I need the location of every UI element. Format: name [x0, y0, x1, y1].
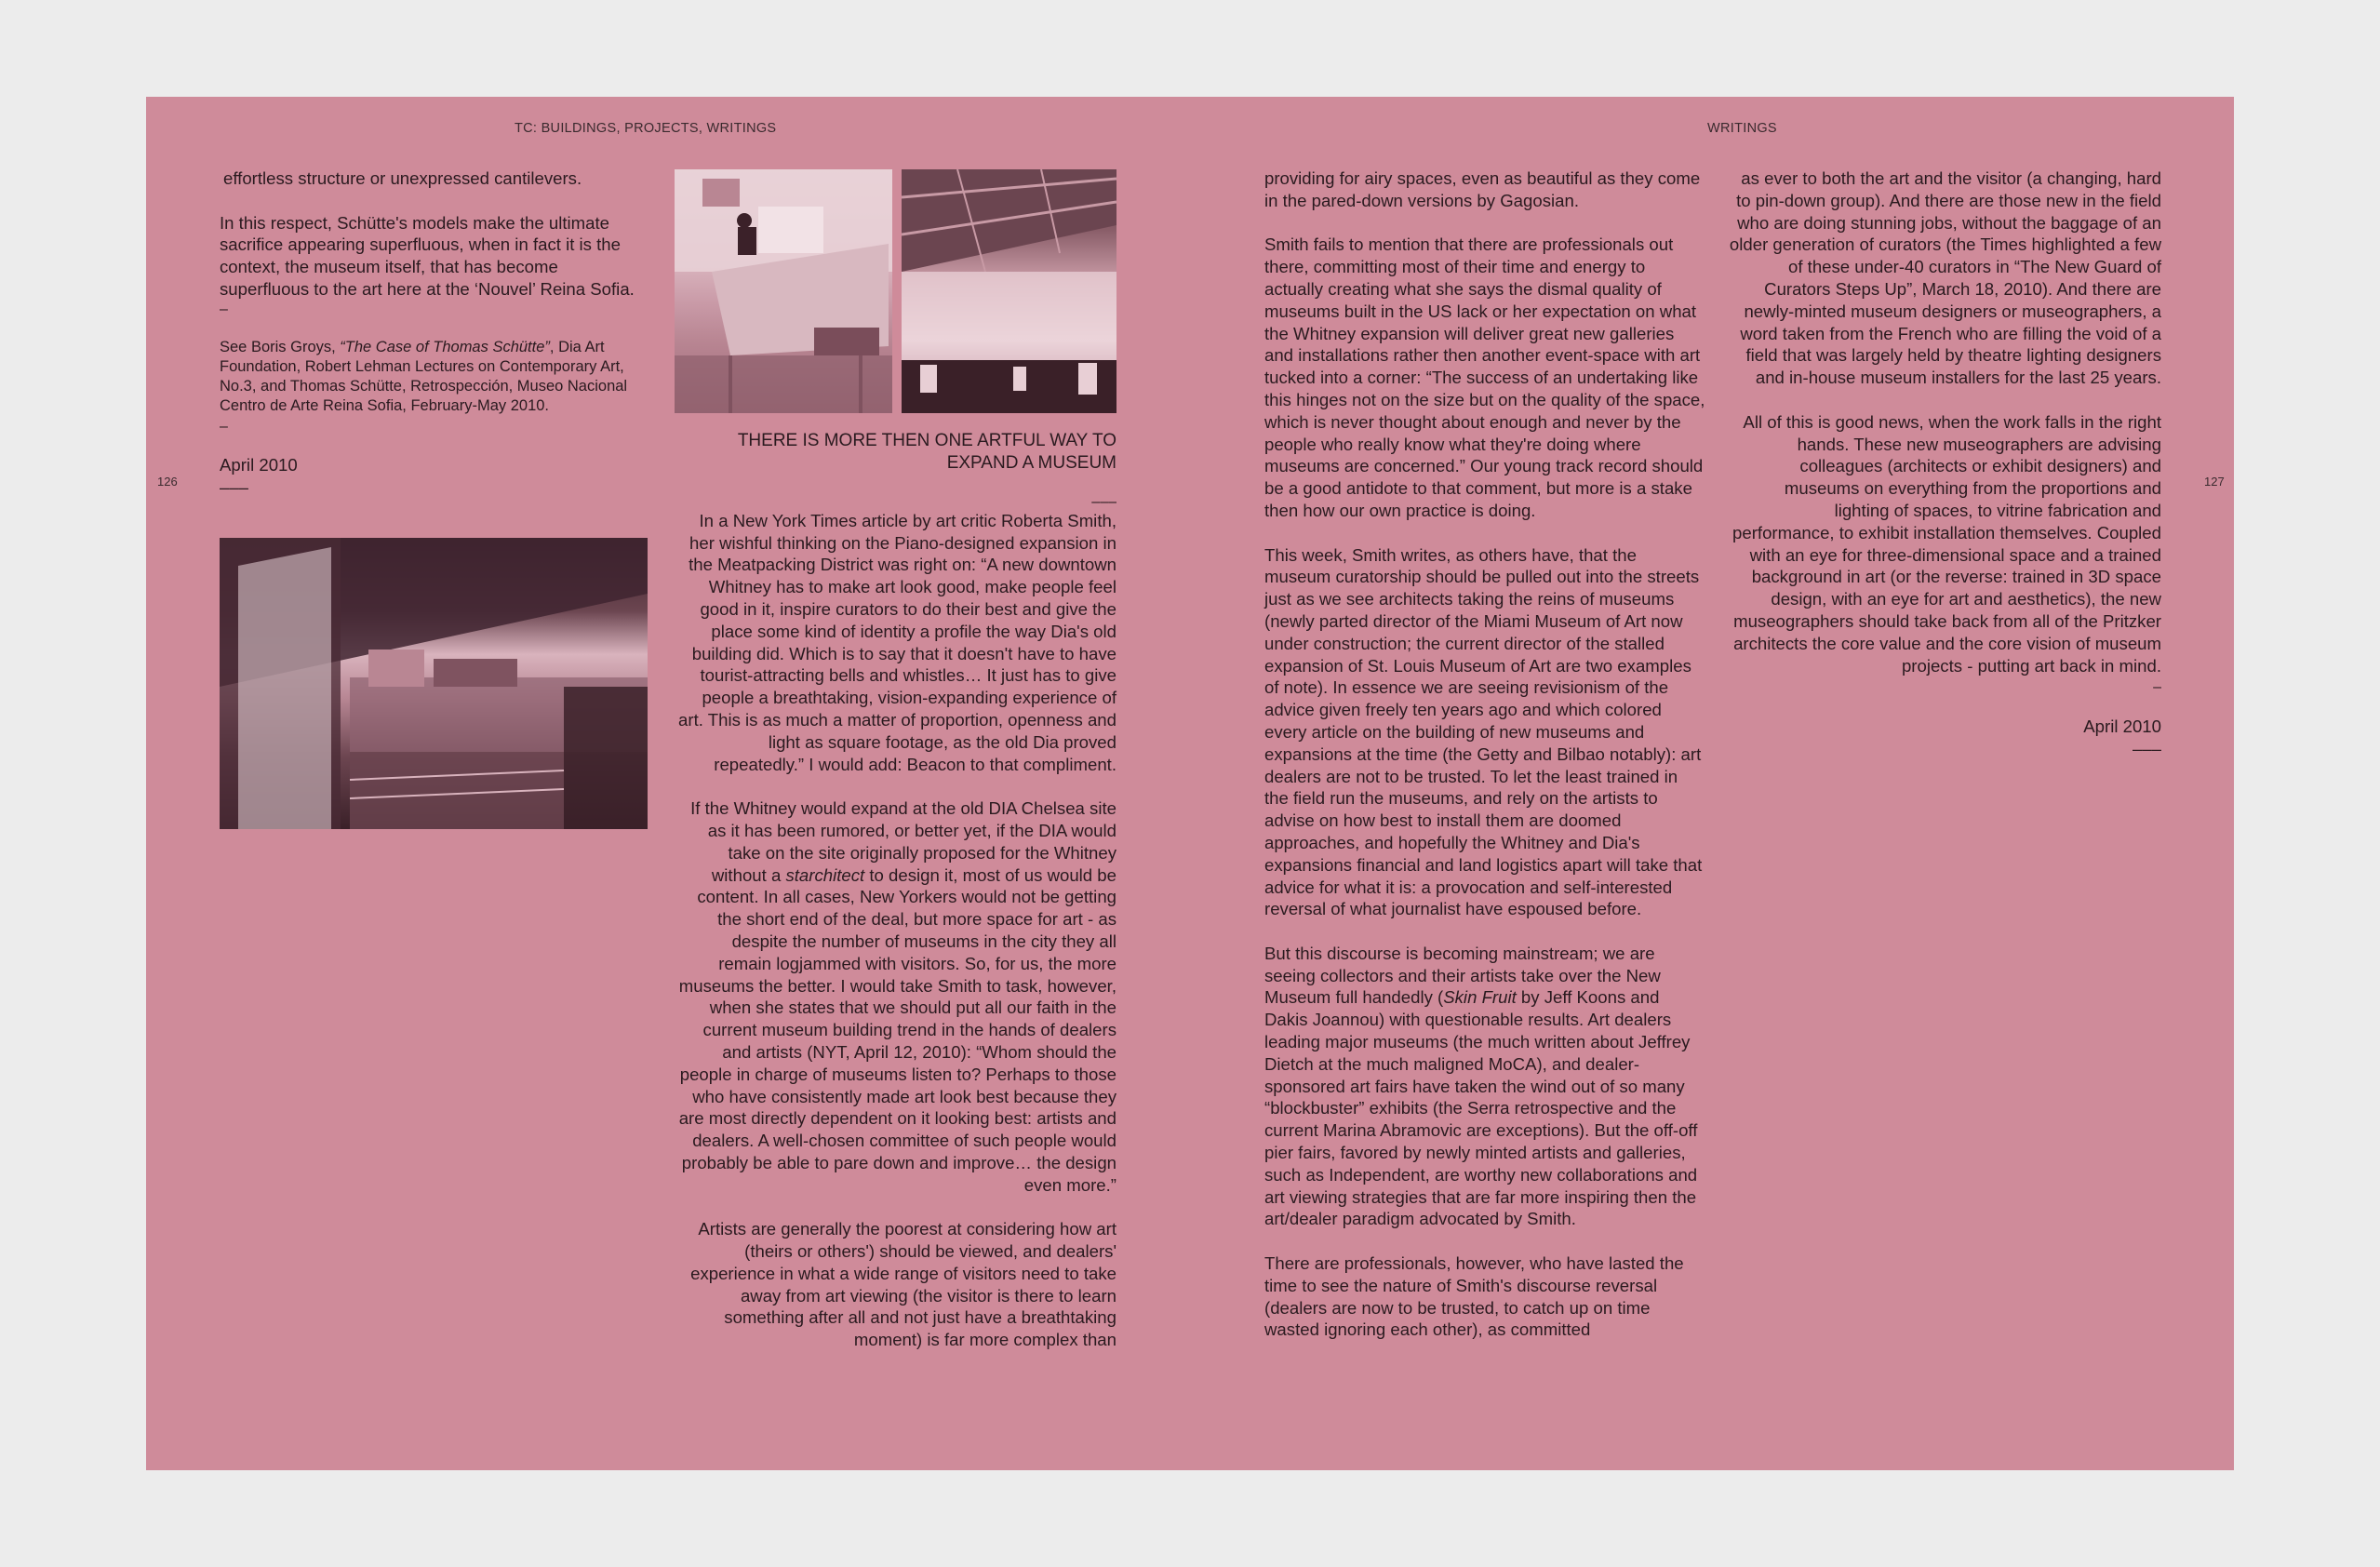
page-number-left: 126	[157, 475, 178, 489]
column-2	[675, 430, 1116, 1351]
date-mark: –	[220, 418, 228, 435]
col3-paragraph-2: Smith fails to mention that there are professionals out there, committing most of their time and energy to actually creating what she says the dismal quality of museums built in the US lack or her expectation on what the Whitney expansion will deliver great new galleries and installations rather then another event-space with art tucked into a corner: “The success of an undertaking like this hinges not on the size but on the quality of the space, which is never thought about enough and never by the people who really know what they're doing where museums are concerned.” Our young track record should be a good antidote to that comment, but more is a stake then how our own practice is doing.	[1264, 234, 1705, 520]
col3-paragraph-5: There are professionals, however, who have lasted the time to see the nature of Smith's discourse reversal (dealers are now to be trusted, to catch up on time wasted ignoring each other), as committed	[1264, 1253, 1684, 1340]
col2-paragraph-3: Artists are generally the poorest at considering how art (theirs or others') should be viewed, and dealers' experience in what a wide range of visitors need to take away from art viewing (the visitor is there to learn something after all and not just have a breathtaking moment) is far more complex than	[690, 1219, 1116, 1350]
col3-paragraph-4: But this discourse is becoming mainstream; we are seeing collectors and their artists take over the New Museum full handedly (Skin Fruit by Jeff Koons and Dakis Joannou) with questionable results. Art dealers leading major museums (the much written about Jeffrey Dietch at the much maligned MoCA), and dealer-sponsored art fairs have taken the wind out of so many “blockbuster” exhibits (the Serra retrospective and the current Marina Abramovic are exceptions). But the off-off pier fairs, favored by newly minted artists and galleries, such as Independent, are worthy new collaborations and art viewing strategies that are far more inspiring then the art/dealer paradigm advocated by Smith.	[1264, 943, 1698, 1229]
col4-paragraph-1: as ever to both the art and the visitor (a changing, hard to pin-down group). And there are those new in the field who are doing stunning jobs, without the baggage of an older generation of curators (the Times highlighted a few of these under-40 curators in “The New Guard of Curators Steps Up”, March 18, 2010). And there are newly-minted museum designers or museographers, a word taken from the French who are filling the void of a field that was largely held by theatre lighting designers and in-house museum installers for the last 25 years.	[1729, 168, 2161, 388]
column-1	[220, 167, 652, 499]
article-title: THERE IS MORE THEN ONE ARTFUL WAY TO EXPAND A MUSEUM	[737, 431, 1116, 473]
col4-end-mark: –––	[2132, 738, 2161, 758]
photo-office-table	[675, 169, 892, 413]
running-header-right: WRITINGS	[1707, 121, 1777, 136]
col4-paragraph-2: All of this is good news, when the work falls in the right hands. These new museographers are advising colleagues (architects or exhibit designers) and museums on everything from the proportions and lighting of spaces, to vitrine fabrication and performance, to exhibit installation themselves. Coupled with an eye for three-dimensional space and a trained background in art (or the reverse: trained in 3D space design, with an eye for art and aesthetics), the new museographers should take back from all of the Pritzker architects the core value and the core vision of museum projects - putting art back in mind.	[1732, 411, 2161, 676]
col3-paragraph-1: providing for airy spaces, even as beautiful as they come in the pared-down versions by Gagosian.	[1264, 168, 1701, 210]
book-spread	[146, 97, 2234, 1470]
footnote-mark: –	[220, 301, 228, 317]
page-number-right: 127	[2204, 475, 2225, 489]
column-4	[1728, 167, 2161, 760]
col2-paragraph-2: If the Whitney would expand at the old DIA Chelsea site as it has been rumored, or better yet, if the DIA would take on the site originally proposed for the Whitney without a starchitect to design it, most of us would be content. In all cases, New Yorkers would not be getting the short end of the deal, but more space for art - as despite the number of museums in the city they all remain logjammed with visitors. So, for us, the more museums the better. I would take Smith to task, however, when she states that we should put all our faith in the current museum building trend in the hands of dealers and artists (NYT, April 12, 2010): “Whom should the people in charge of museums listen to? Perhaps to those who have consistently made art look best because they are most directly dependent on it looking best: artists and dealers. A well-chosen committee of such people would probably be able to pare down and improve… the design even more.”	[678, 798, 1116, 1195]
photo-gallery-interior	[902, 169, 1116, 413]
footnote: See Boris Groys, “The Case of Thomas Schütte”, Dia Art Foundation, Robert Lehman Lectures on Contemporary Art, No.3, and Thomas Schütte, Retrospección, Museo Nacional Centro de Arte Reina Sofia, February-May 2010.	[220, 338, 628, 414]
running-header-left: TC: BUILDINGS, PROJECTS, WRITINGS	[515, 121, 777, 136]
col1-paragraph-2: In this respect, Schütte's models make the ultimate sacrifice appearing superfluous, when in fact it is the context, the museum itself, that has become superfluous to the art here at the ‘Nouvel’ Reina Sofia.	[220, 212, 635, 299]
col2-paragraph-1: In a New York Times article by art critic Roberta Smith, her wishful thinking on the Piano-designed expansion in the Meatpacking District was right on: “A new downtown Whitney has to make art look good, make people feel good in it, inspire curators to do their best and give the place some kind of identity a profile the way Dia's old building did. Which is to say that it doesn't have to have tourist-attracting bells and whistles… It just has to give people a breathtaking, vision-expanding experience of art. This is as much a matter of proportion, openness and light as square footage, as the old Dia proved repeatedly.” I would add: Beacon to that compliment.	[678, 510, 1116, 774]
photo-city-view	[220, 538, 648, 829]
col1-paragraph-1: effortless structure or unexpressed cantilevers.	[223, 168, 582, 188]
col3-paragraph-3: This week, Smith writes, as others have, that the museum curatorship should be pulled out into the streets just as we see architects taking the reins of museums (newly parted director of the Miami Museum of Art now under construction; the current director of the stalled expansion of St. Louis Museum of Art are two examples of note). In essence we are seeing revisionism of the advice given freely ten years ago and which colored every article on the building of new museums and expansions at the time (the Getty and Bilbao notably): art dealers are not to be trusted. To let the least trained in the field run the museums, and rely on the artists to advise on how best to install them are doomed approaches, and hopefully the Whitney and Dia's expansions financial and land logistics apart will take that advice for what it is: a provocation and self-interested reversal of what journalist have espoused before.	[1264, 544, 1703, 919]
col4-date: April 2010	[2083, 717, 2161, 737]
col4-date-mark: –	[2153, 679, 2161, 696]
col1-date: April 2010	[220, 455, 298, 475]
column-3	[1264, 167, 1706, 1341]
col1-end-mark: –––	[220, 477, 249, 498]
title-rule: –––	[1091, 493, 1116, 510]
